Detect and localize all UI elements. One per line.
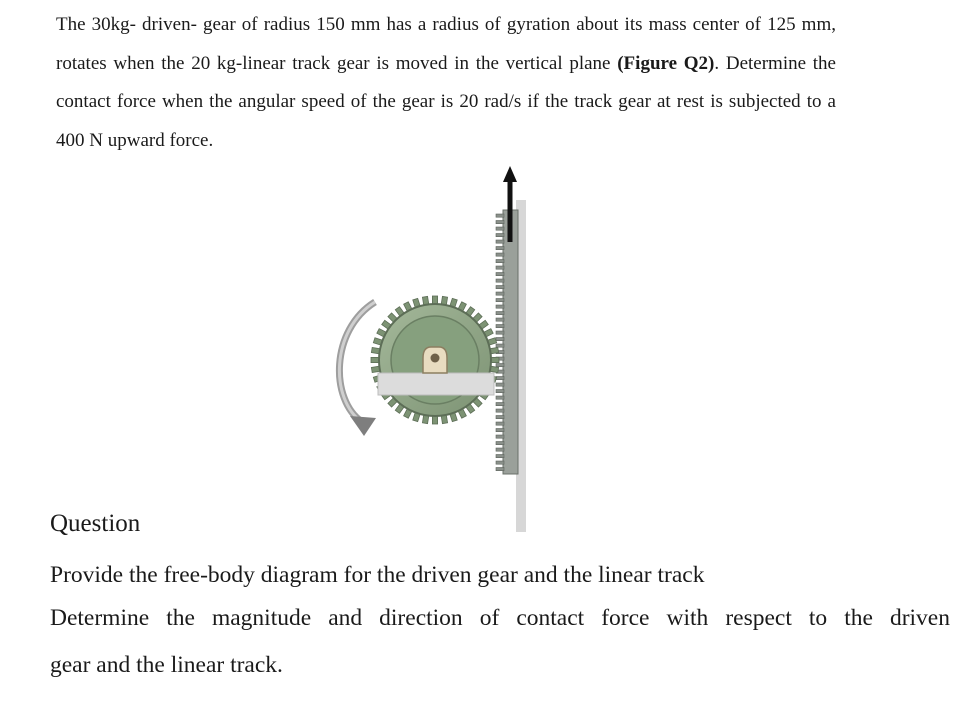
question-line-2: Determine the magnitude and direction of contact force with respect to the driven — [50, 605, 950, 631]
rack-tooth — [496, 461, 504, 464]
rack-tooth — [496, 234, 504, 237]
driven-gear — [371, 296, 499, 424]
figure-reference: (Figure Q2) — [617, 52, 715, 74]
rack-tooth — [496, 325, 504, 328]
rack-tooth — [496, 442, 504, 445]
rotation-arrowhead — [350, 416, 376, 436]
problem-text-before: The 30kg- driven- gear of radius 150 mm has a radius of gyration about its mass center of 125 mm, rotates when the 20 kg-linear track gear is moved in the vertical plane — [56, 14, 836, 74]
rack-tooth — [496, 318, 504, 321]
rack-tooth — [496, 468, 504, 471]
rack-tooth — [496, 305, 504, 308]
rack-tooth — [496, 240, 504, 243]
rack-tooth — [496, 422, 504, 425]
linear-track — [503, 210, 518, 474]
rack-tooth — [496, 396, 504, 399]
problem-statement — [56, 6, 836, 160]
question-line-1: Provide the free-body diagram for the driven gear and the linear track — [50, 562, 705, 588]
rack-tooth — [496, 390, 504, 393]
rack-tooth — [496, 383, 504, 386]
rack-tooth — [496, 214, 504, 217]
rack-tooth — [496, 227, 504, 230]
rack-tooth — [496, 455, 504, 458]
rack-tooth — [496, 221, 504, 224]
rack-tooth — [496, 364, 504, 367]
rack-tooth — [496, 247, 504, 250]
rack-tooth — [496, 279, 504, 282]
rack-tooth — [496, 429, 504, 432]
rack-tooth — [496, 299, 504, 302]
rack-tooth — [496, 253, 504, 256]
rack-tooth — [496, 416, 504, 419]
rack-tooth — [496, 435, 504, 438]
support-bar — [378, 373, 494, 395]
rack-tooth — [496, 260, 504, 263]
force-arrowhead — [503, 166, 517, 182]
rack-tooth — [496, 338, 504, 341]
rack-tooth — [496, 266, 504, 269]
rack-tooth — [496, 312, 504, 315]
rack-tooth — [496, 403, 504, 406]
gear-track-figure — [320, 160, 560, 540]
pin — [431, 354, 440, 363]
rack-tooth — [496, 273, 504, 276]
problem-text-after: . Determine the contact force when the angular speed of the gear is 20 rad/s if the track gear at rest is subjected to a 400 N upward force. — [56, 52, 836, 151]
rack-tooth — [496, 344, 504, 347]
rack-tooth — [496, 331, 504, 334]
question-heading: Question — [50, 510, 141, 537]
rack-tooth — [496, 448, 504, 451]
rack-tooth — [496, 286, 504, 289]
question-line-3: gear and the linear track. — [50, 652, 283, 678]
rack-tooth — [496, 409, 504, 412]
rack-tooth — [496, 377, 504, 380]
rack-tooth — [496, 292, 504, 295]
